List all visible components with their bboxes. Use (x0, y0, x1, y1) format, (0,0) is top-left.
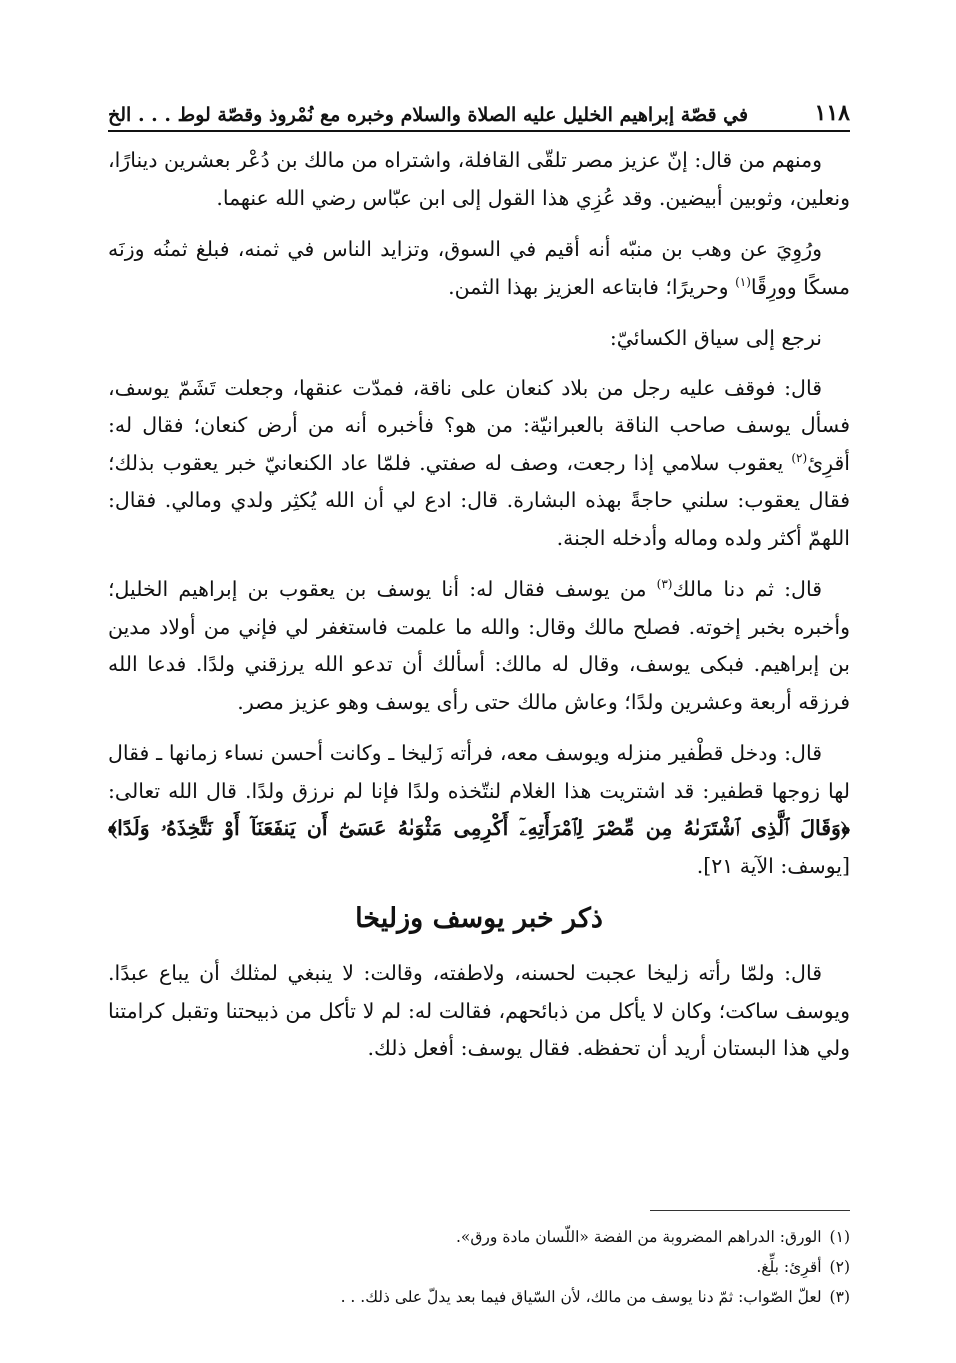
paragraph-text: ومنهم من قال: إنّ عزيز مصر تلقّى القافلة، واشتراه من مالك بن دُعْر بعشرين دينارًا، ونعلين، وثوبين أبيضين. وقد عُزِي هذا القول إلى ابن عبّاس رضي الله عنهما. (108, 148, 850, 210)
footnote-marker: (٢) (791, 450, 808, 465)
footnote-number: (٣) (829, 1288, 850, 1306)
footnote-text: أقرِئ: بلِّغ. (756, 1258, 822, 1276)
paragraph-text: من يوسف فقال له: أنا يوسف بن يعقوب بن إبراهيم الخليل؛ وأخبره بخبر إخوته. فصلح مالك وقال: والله ما علمت فاستغفر لي فإني من أولاد مدين بن إبراهيم. فبكى يوسف، وقال له مالك: أسألك أن تدعو الله يرزقني ولدًا. فدعا الله فرزقه أربعة وعشرين ولدًا؛ وعاش مالك حتى رأى يوسف وهو عزيز مصر. (108, 577, 850, 714)
paragraph-text: ورُوِيَ عن وهب بن منبّه أنه أقيم في السوق، وتزايد الناس في ثمنه، فبلغ ثمنُه وزنَه مسكًا وورِقًا (108, 237, 850, 299)
page-number: ١١٨ (814, 100, 850, 126)
quran-verse: ﴿وَقَالَ ٱلَّذِى ٱشْتَرَىٰهُ مِن مِّصْرَ لِٱمْرَأَتِهِۦٓ أَكْرِمِى مَثْوَىٰهُ عَسَىٰٓ أَن يَنفَعَنَآ أَوْ نَتَّخِذَهُۥ وَلَدًا﴾ (108, 816, 850, 840)
section-heading: ذكر خبر يوسف وزليخا (355, 903, 603, 934)
paragraph (108, 571, 850, 721)
paragraph-text: نرجع إلى سياق الكسائيّ: (609, 326, 822, 350)
paragraph-text: قال: ولمّا رأته زليخا عجبت لحسنه، ولاطفته، وقالت: لا ينبغي لمثلك أن يباع عبدًا. ويوسف ساكت؛ وكان لا يأكل من ذبائحهم، فقالت له: لم لا تأكل من ذبيحتنا وتقبل كرامتنا ولي هذا البستان أريد أن تحفظه. فقال يوسف: أفعل ذلك. (108, 961, 850, 1060)
paragraph-text: يعقوب سلامي إذا رجعت، وصف له صفتي. فلمّا عاد الكنعانيّ خبر يعقوب بذلك؛ فقال يعقوب: سلني حاجةً بهذه البشارة. قال: ادع لي أن الله يُكثِر ولدي ومالي. فقال: اللهمّ أكثر ولده وماله وأدخله الجنة. (108, 450, 850, 550)
paragraph-text: قال: فوقف عليه رجل من بلاد كنعان على ناقة، فمدّت عنقها، وجعلت تَشَمّ يوسف، فسأل يوسف صاحب الناقة بالعبرانيّة: من هو؟ فأخبره أنه من أرض كنعان؛ فقال له: أقرِئ (108, 375, 850, 475)
running-title: في قصّة إبراهيم الخليل عليه الصلاة والسلام وخبره مع نُمْروذ وقصّة لوط . . . الخ (108, 104, 749, 126)
footnotes (108, 1224, 850, 1314)
paragraph (108, 142, 850, 217)
main-text (108, 142, 850, 1082)
footnote (108, 1224, 850, 1250)
verse-citation: [يوسف: الآية ٢١]. (696, 853, 850, 878)
footnote-number: (٢) (829, 1258, 850, 1276)
footnote-marker: (٣) (656, 577, 673, 592)
footnote-number: (١) (829, 1228, 850, 1246)
paragraph (108, 320, 850, 358)
paragraph (108, 735, 850, 885)
paragraph-text: قال: ودخل قطْفير منزله ويوسف معه، فرأته زَليخا ـ وكانت أحسن نساء زمانها ـ فقال لها زوجها قطفير: قد اشتريت هذا الغلام لنتّخذه ولدًا فإنا لم نرزق ولدًا. قال الله تعالى: (108, 741, 850, 803)
paragraph (108, 955, 850, 1068)
footnote-marker: (١) (735, 274, 751, 289)
footnote (108, 1284, 850, 1310)
footnote-divider (650, 1210, 850, 1211)
footnote-text: لعلّ الصّواب: ثمّ دنا يوسف من مالك، لأن السّياق فيما بعد يدلّ على ذلك. . . (340, 1288, 822, 1306)
paragraph-text: قال: ثم دنا مالك (672, 577, 822, 601)
page-header (108, 86, 850, 132)
footnote-text: الورق: الدراهم المضروبة من الفضة «اللّسان مادة ورق». (455, 1228, 822, 1246)
paragraph (108, 231, 850, 306)
footnote (108, 1254, 850, 1280)
paragraph-text: وحريرًا؛ فابتاعه العزيز بهذا الثمن. (448, 274, 736, 299)
paragraph (108, 370, 850, 558)
